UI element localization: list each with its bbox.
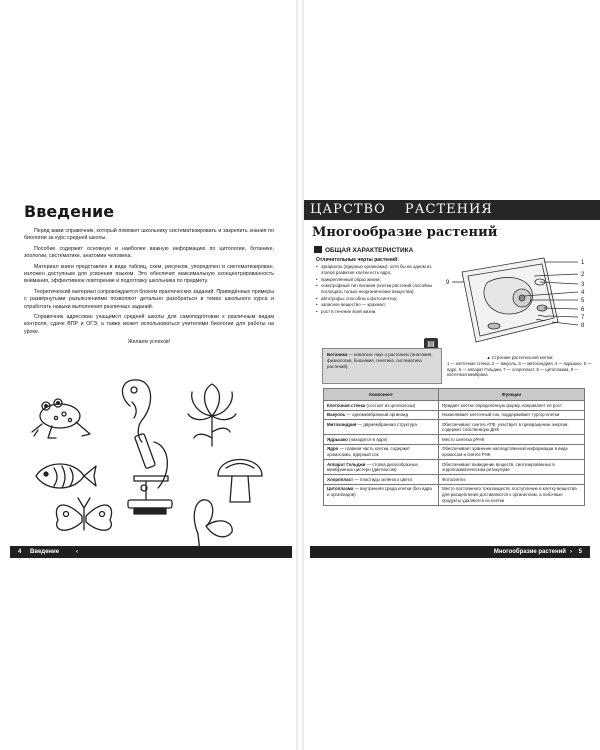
table-row (324, 420, 585, 435)
list-item: • рост в течение всей жизни. (316, 309, 442, 315)
features-heading: Отличительные черты растений: (316, 257, 399, 263)
intro-title: Введение (24, 202, 115, 221)
plant-cell-diagram (444, 252, 594, 352)
intro-paragraph: Перед вами справочник, который поможет школьнику систематизировать и закрепить знания по биологии за курс средней школы. (24, 228, 274, 242)
cell-label: 2 (581, 272, 585, 278)
table-row (324, 460, 585, 475)
component-desc: (состоит из целлюлозы) (365, 402, 416, 408)
butterfly-drawing (56, 498, 111, 530)
component-term: Хлоропласт (327, 476, 354, 482)
column-header: Компонент (324, 389, 439, 401)
component-desc: (находится в ядре) (347, 436, 388, 442)
left-page (0, 0, 296, 750)
right-page (304, 0, 600, 750)
cell-label: 9 (446, 280, 450, 286)
list-item: • автотрофы: способны к фотосинтезу; (316, 296, 442, 302)
seedling-drawing (194, 500, 232, 552)
table-row (324, 484, 585, 505)
component-term: Митохондрия (327, 421, 357, 427)
cell-label: 4 (581, 290, 585, 296)
section-title: Многообразие растений (312, 225, 498, 240)
embryo-drawing (122, 380, 150, 442)
intro-paragraph: Материал книги представлен в виде таблиц, схем, рисунков, упорядочен и систематизирован, изложен доступным для усвоения языком. Это обеспечит максимальную сконцентрированность внимания, эффективное повторение и подготовку школьника по предмету. (24, 263, 274, 285)
component-desc: — одномембранный органоид (345, 412, 409, 418)
function-cell: Место постоянного тока веществ: поступление в клетку вещества для расщепления доставляются к органеллам, а побочные продукты удаляются из клетки (439, 484, 585, 505)
function-cell: Место синтеза рРНК (439, 435, 585, 445)
left-footer-bar (10, 546, 292, 558)
book-square-icon (314, 246, 322, 253)
component-cell (324, 401, 439, 411)
botany-definition: — комплекс наук о растениях (анатомия, физиология, биохимия, генетика, систематика растений). (327, 352, 433, 369)
component-cell (324, 435, 439, 445)
cell-label: 5 (581, 298, 585, 304)
intro-text (24, 228, 274, 350)
book-gutter (296, 0, 304, 750)
intro-paragraph: Справочник адресован учащимся средней школы для самоподготовки к различным видам контроля, сдаче ВПР и ОГЭ, а также может использоваться учителями биологии для работы на уроке. (24, 314, 274, 335)
general-heading (314, 246, 413, 254)
list-item: • осмотрофный тип питания (клетки растений способны поглощать только неорганические вещества); (316, 283, 442, 295)
function-cell: Фотосинтез (439, 475, 585, 485)
component-cell (324, 460, 439, 475)
component-cell (324, 444, 439, 459)
microscope-drawing (128, 433, 172, 514)
component-desc: — главная часть клетки, содержит хромосомы, ядерный сок (327, 446, 410, 458)
cell-label: 8 (581, 323, 585, 329)
list-item: • запасное вещество — крахмал; (316, 302, 442, 308)
component-term: Цитоплазма (327, 486, 354, 492)
wish-text: Желаем успехов! (127, 339, 171, 346)
cell-label: 7 (581, 315, 585, 321)
table-row (324, 444, 585, 459)
table-row (324, 435, 585, 445)
footer-section-label-left: Введение (30, 549, 60, 555)
cell-caption (447, 355, 593, 378)
cell-caption-title: ▲ Строение растительной клетки: (486, 355, 554, 360)
component-term: Ядрышко (327, 436, 348, 442)
function-cell: Обеспечивает выведение веществ, синтезированных в эндоплазматическом ретикулуме (439, 460, 585, 475)
intro-paragraph: Пособие содержит основную и наиболее важную информацию по цитологии, ботанике, зоологии, систематике, анатомии человека. (24, 245, 274, 260)
table-row (324, 410, 585, 420)
footer-section-label-right: Многообразие растений (493, 549, 566, 555)
cell-label: 3 (581, 282, 585, 288)
book-icon: ▤ (424, 338, 438, 350)
function-cell: Обеспечивает синтез АТФ, участвует в превращении энергии, содержит собственную ДНК (439, 420, 585, 435)
cell-caption-text: 1 — клеточная стенка, 2 — вакуоль, 3 — митохондрия, 4 — ядрышко, 5 — ядро, 6 — аппарат Гольджи, 7 — хлоропласт, 8 — цитоплазма, 9 — клеточная мембрана (447, 360, 592, 378)
botany-term: Ботаника (327, 352, 348, 357)
function-cell: Накапливает клеточный сок, поддерживает тургор клетки (439, 410, 585, 420)
frog-drawing (32, 399, 90, 438)
component-desc: — стопка дискообразных мембранных цистерн (диктиосом) (327, 461, 419, 473)
right-footer-bar (310, 546, 590, 558)
table-header-row (324, 389, 585, 401)
component-desc: — внутренняя среда клетки (без ядра и органоидов) (327, 486, 432, 498)
component-term: Аппарат Гольджи (327, 461, 366, 467)
component-cell (324, 484, 439, 505)
botany-definition-box (322, 348, 442, 384)
component-cell (324, 475, 439, 485)
list-item: • эукариоты (ядерные организмы): хотя бы на одном из этапов развития клетки есть ядро; (316, 264, 442, 276)
component-cell (324, 410, 439, 420)
cell-label: 6 (581, 307, 585, 313)
fish-drawing (36, 464, 96, 488)
list-item: • прикреплённый образ жизни; (316, 277, 442, 283)
kingdom-title-band (304, 200, 600, 220)
component-cell (324, 420, 439, 435)
flower-drawing (188, 384, 236, 446)
column-header: Функции (439, 389, 585, 401)
function-cell: Придаёт клетке определённую форму, направляет её рост (439, 401, 585, 411)
chevron-right-icon: › (570, 549, 572, 555)
table-row (324, 401, 585, 411)
table-row (324, 475, 585, 485)
component-term: Клеточная стенка (327, 402, 366, 408)
component-desc: — пластиды зелёного цвета (353, 476, 412, 482)
page-number-right: 5 (578, 549, 582, 555)
chevron-left-icon: ‹ (76, 549, 78, 555)
page-number-left: 4 (18, 549, 22, 555)
features-list (316, 264, 442, 315)
mushroom-drawing (218, 460, 262, 503)
cell-label: 1 (581, 260, 585, 266)
intro-paragraph: Теоретический материал сопровождается блоком практических заданий. Приведённые примеры с развёрнутыми разъяснениями позволяют детально разобраться в темах школьного курса и отработать навыки выполнения различных заданий. (24, 288, 274, 310)
kingdom-word: РАСТЕНИЯ (404, 202, 493, 217)
kingdom-word: ЦАРСТВО (310, 202, 386, 217)
general-heading-text: ОБЩАЯ ХАРАКТЕРИСТИКА (325, 247, 414, 254)
component-term: Вакуоль (327, 412, 346, 418)
component-desc: — двумембранная структура (356, 421, 417, 427)
components-table (323, 388, 585, 506)
function-cell: Обеспечивает хранение наследственной информации в виде хромосом и синтез РНК (439, 444, 585, 459)
biology-illustration (30, 376, 270, 556)
component-term: Ядро (327, 446, 339, 452)
